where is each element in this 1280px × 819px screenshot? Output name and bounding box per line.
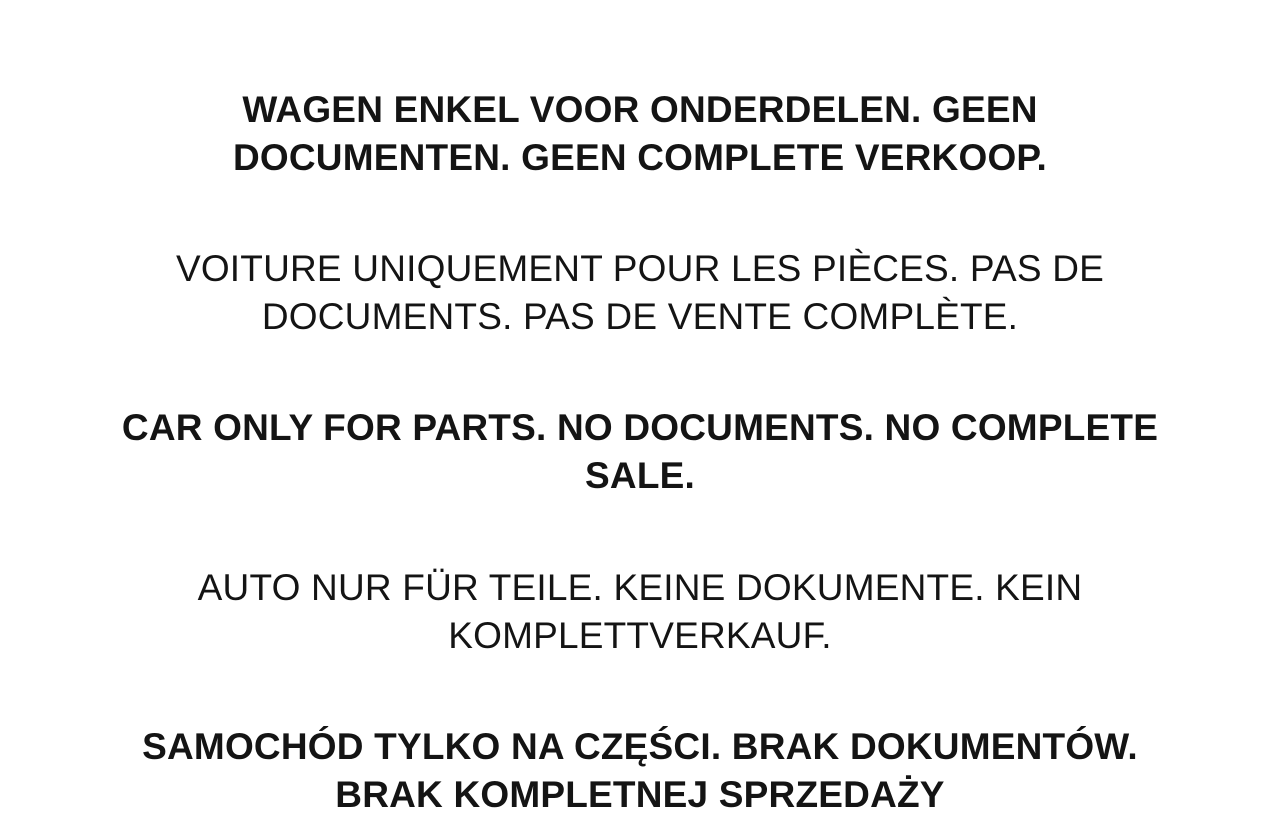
notice-german: AUTO NUR FÜR TEILE. KEINE DOKUMENTE. KEIN KOMPLETTVERKAUF. bbox=[197, 566, 1083, 656]
notice-english: CAR ONLY FOR PARTS. NO DOCUMENTS. NO COMPLETE SALE. bbox=[121, 407, 1159, 497]
notice-french: VOITURE UNIQUEMENT POUR LES PIÈCES. PAS DE DOCUMENTS. PAS DE VENTE COMPLÈTE. bbox=[175, 248, 1105, 338]
notice-dutch: WAGEN ENKEL VOOR ONDERDELEN. GEEN DOCUMENTEN. GEEN COMPLETE VERKOOP. bbox=[232, 89, 1048, 179]
notice-polish: SAMOCHÓD TYLKO NA CZĘŚCI. BRAK DOKUMENTÓW. BRAK KOMPLETNEJ SPRZEDAŻY bbox=[142, 725, 1138, 815]
